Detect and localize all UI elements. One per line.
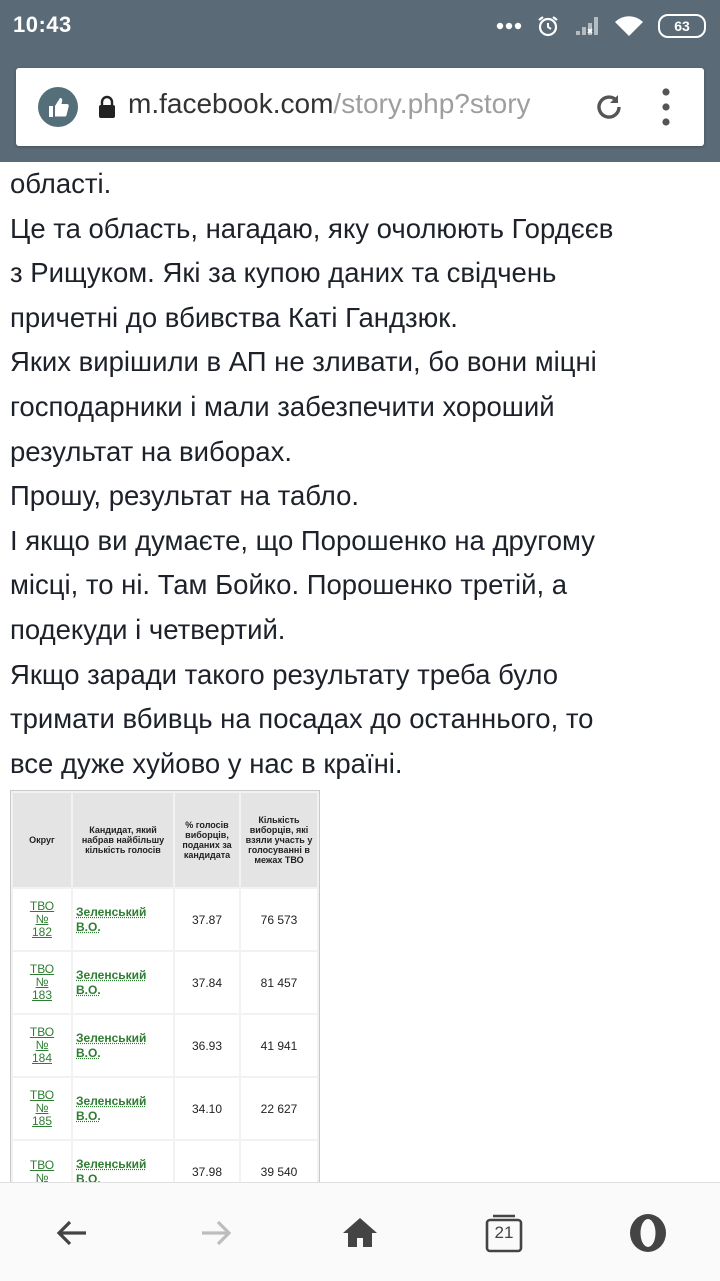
okrug-cell[interactable]	[13, 1078, 71, 1139]
table-header-row	[13, 793, 317, 887]
address-bar[interactable]	[16, 68, 704, 146]
forward-button[interactable]	[192, 1209, 240, 1257]
page-content	[0, 162, 720, 1182]
okrug-cell[interactable]	[13, 952, 71, 1013]
post-text	[0, 162, 720, 786]
post-line: подекуди і четвертий.	[10, 613, 286, 645]
home-icon	[340, 1213, 380, 1253]
home-button[interactable]	[336, 1209, 384, 1257]
signal-icon	[574, 15, 600, 37]
status-icons	[496, 10, 706, 42]
voters-cell: 22 627	[241, 1078, 317, 1139]
okrug-num: 185	[31, 1114, 53, 1128]
okrug-prefix: ТВО	[29, 899, 55, 913]
percent-cell: 36.93	[175, 1015, 239, 1076]
candidate-surname: Зеленський	[76, 1093, 147, 1108]
okrug-num: 184	[31, 1051, 53, 1065]
candidate-cell[interactable]	[73, 952, 173, 1013]
candidate-cell[interactable]	[73, 1141, 173, 1182]
percent-cell: 37.87	[175, 889, 239, 950]
candidate-initials: В.О.	[76, 1171, 101, 1182]
percent-cell: 37.98	[175, 1141, 239, 1182]
browser-toolbar	[0, 52, 720, 162]
post-line: причетні до вбивства Каті Гандзюк.	[10, 301, 458, 333]
header-percent: % голосів виборців, поданих за кандидата	[175, 793, 239, 887]
post-line: І якщо ви думаєте, що Порошенко на другому	[10, 524, 595, 556]
reload-icon[interactable]	[589, 87, 629, 127]
okrug-sign: №	[35, 1170, 49, 1182]
percent-cell: 34.10	[175, 1078, 239, 1139]
post-line: тримати вбивць на посадах до останнього, то	[10, 703, 594, 735]
okrug-sign: №	[35, 1101, 49, 1115]
header-okrug: Округ	[13, 793, 71, 887]
battery-icon: 63	[658, 14, 706, 38]
header-voters: Кількість виборців, які взяли участь у голосуванні в межах ТВО	[241, 793, 317, 887]
post-line: Яких вирішили в АП не зливати, бо вони міцні	[10, 346, 597, 378]
candidate-initials: В.О.	[76, 1045, 101, 1060]
post-line: Це та область, нагадаю, яку очолюють Гордєєв	[10, 212, 614, 244]
post-line: господарники і мали забезпечити хороший	[10, 390, 555, 422]
results-table-image[interactable]	[10, 790, 320, 1182]
voters-cell: 39 540	[241, 1141, 317, 1182]
okrug-sign: №	[35, 912, 49, 926]
table-row	[13, 889, 317, 950]
candidate-cell[interactable]	[73, 1015, 173, 1076]
tabs-count: 21	[494, 1223, 514, 1242]
back-button[interactable]	[48, 1209, 96, 1257]
opera-icon	[626, 1211, 670, 1255]
more-dots-icon	[496, 22, 522, 30]
bottom-nav	[0, 1182, 720, 1281]
candidate-surname: Зеленський	[76, 904, 147, 919]
post-line: місці, то ні. Там Бойко. Порошенко третій, а	[10, 569, 568, 601]
back-icon	[52, 1213, 92, 1253]
wifi-icon	[614, 15, 644, 37]
post-line: Прошу, результат на табло.	[10, 480, 360, 512]
post-line: все дуже хуйово у нас в країні.	[10, 747, 403, 779]
header-candidate: Кандидат, який набрав найбільшу кількість голосів	[73, 793, 173, 887]
voters-cell: 81 457	[241, 952, 317, 1013]
table-row	[13, 1078, 317, 1139]
table-row	[13, 1015, 317, 1076]
status-bar	[0, 0, 720, 52]
okrug-sign: №	[35, 975, 49, 989]
voters-cell: 76 573	[241, 889, 317, 950]
percent-cell: 37.84	[175, 952, 239, 1013]
okrug-cell[interactable]	[13, 889, 71, 950]
url-text[interactable]	[128, 88, 583, 120]
results-table	[11, 791, 319, 1182]
okrug-prefix: ТВО	[29, 1157, 55, 1172]
okrug-prefix: ТВО	[29, 1025, 55, 1039]
post-line: Якщо заради такого результату треба було	[10, 658, 559, 690]
table-row	[13, 952, 317, 1013]
candidate-cell[interactable]	[73, 889, 173, 950]
candidate-initials: В.О.	[76, 919, 101, 934]
post-line: результат на виборах.	[10, 435, 292, 467]
lock-icon	[98, 95, 116, 119]
candidate-surname: Зеленський	[76, 1156, 147, 1171]
candidate-surname: Зеленський	[76, 967, 147, 982]
like-icon[interactable]	[38, 87, 78, 127]
okrug-sign: №	[35, 1038, 49, 1052]
status-time: 10:43	[13, 12, 72, 37]
okrug-prefix: ТВО	[29, 962, 55, 976]
okrug-num: 182	[31, 925, 53, 939]
alarm-icon	[536, 14, 560, 38]
candidate-initials: В.О.	[76, 1108, 101, 1123]
post-line: області.	[10, 168, 112, 199]
url-path: /story.php?story	[333, 88, 531, 119]
tabs-button[interactable]	[480, 1209, 528, 1257]
okrug-num: 183	[31, 988, 53, 1002]
candidate-initials: В.О.	[76, 982, 101, 997]
okrug-prefix: ТВО	[29, 1088, 55, 1102]
table-row	[13, 1141, 317, 1182]
forward-icon	[196, 1213, 236, 1253]
candidate-surname: Зеленський	[76, 1030, 147, 1045]
candidate-cell[interactable]	[73, 1078, 173, 1139]
url-host: m.facebook.com	[128, 88, 334, 119]
voters-cell: 41 941	[241, 1015, 317, 1076]
okrug-cell[interactable]	[13, 1015, 71, 1076]
okrug-cell[interactable]	[13, 1141, 71, 1182]
opera-menu-button[interactable]	[624, 1209, 672, 1257]
menu-icon[interactable]	[656, 85, 676, 129]
post-line: з Рищуком. Які за купою даних та свідчень	[10, 257, 557, 289]
